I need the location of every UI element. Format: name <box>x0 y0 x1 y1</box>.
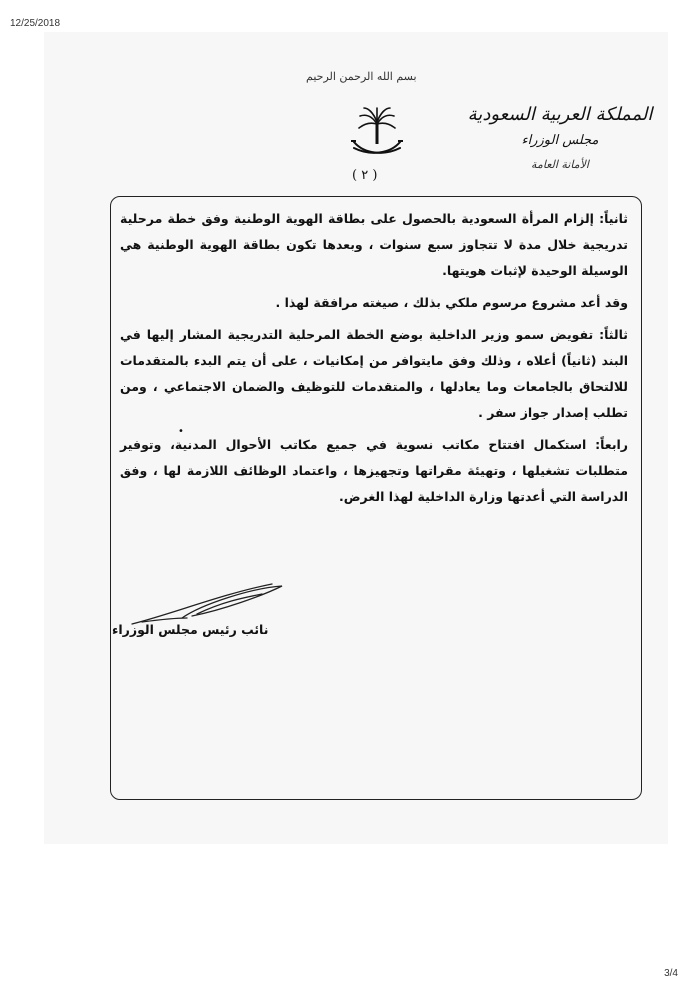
clause-two: ثانياً: إلزام المرأة السعودية بالحصول على بطاقة الهوية الوطنية وفق خطة مرحلية تدريجية خلال مدة لا تتجاوز سبع سنوات ، وبعدها تكون بطاقة الهوية الوطنية هي الوسيلة الوحيدة لإثبات هويتها. <box>120 211 628 278</box>
palm-and-swords-emblem-icon <box>346 102 408 164</box>
print-date: 12/25/2018 <box>10 18 61 29</box>
clause-four: رابعاً: استكمال افتتاح مكاتب نسوية في جميع مكاتب الأحوال المدنية، وتوفير متطلبات تشغيلها ، وتهيئة مقراتها وتجهيزها ، واعتماد الوظائف اللازمة لها ، وفق الدراسة التي أعدتها وزارة الداخلية لهذا الغرض. <box>120 437 628 504</box>
clause-three: ثالثاً: تفويض سمو وزير الداخلية بوضع الخطة المرحلية التدريجية المشار إليها في البند (ثانياً) أعلاه ، وذلك وفق مايتوافر من إمكانيات ، على أن يتم البدء بالمتقدمات للالتحاق بالجامعات وما يعادلها ، والمتقدمات للتوظيف والضمان الاجتماعي ، ومن تطلب إصدار جواز سفر . <box>120 327 628 420</box>
council-name: مجلس الوزراء <box>521 133 599 148</box>
secretariat-name: الأمانة العامة <box>531 158 589 171</box>
kingdom-name: المملكة العربية السعودية <box>467 104 653 125</box>
basmala: بسم الله الرحمن الرحيم <box>306 70 417 83</box>
decree-body <box>120 206 628 510</box>
stray-mark: • <box>178 426 184 437</box>
letterhead-header <box>460 104 660 171</box>
print-page-number: 3/4 <box>664 968 678 979</box>
royal-decree-note: وقد أعد مشروع مرسوم ملكي بذلك ، صيغته مرافقة لهذا . <box>275 295 628 310</box>
signatory-title: نائب رئيس مجلس الوزراء <box>112 622 269 637</box>
page-number: ( ٢ ) <box>352 168 378 183</box>
